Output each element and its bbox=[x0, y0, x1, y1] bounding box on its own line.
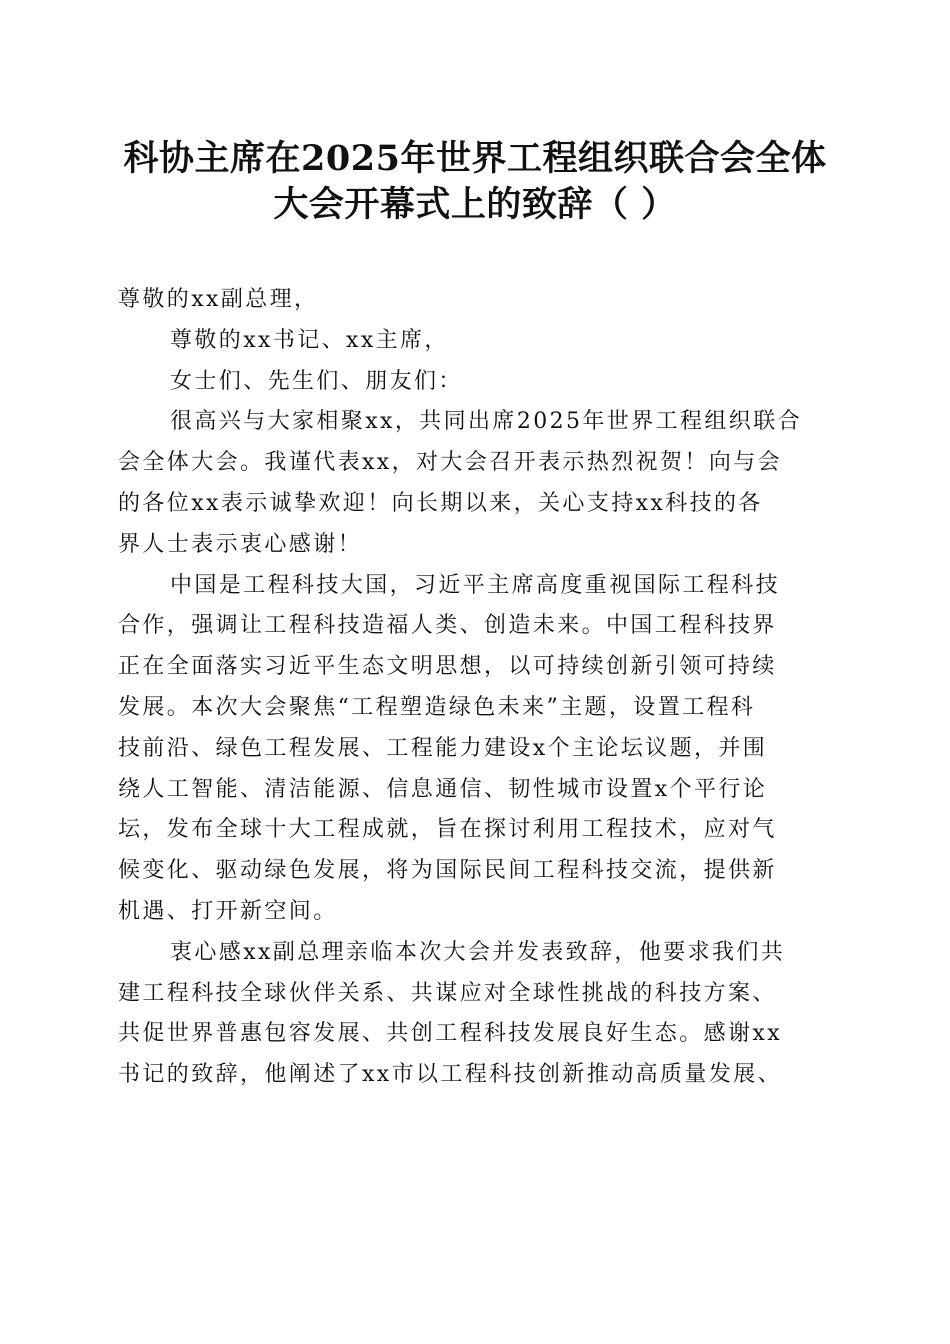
paragraph-line: 书记的致辞，他阐述了xx市以工程科技创新推动高质量发展、 bbox=[118, 1062, 783, 1088]
paragraph-line: 的各位xx表示诚挚欢迎！向长期以来，关心支持xx科技的各 bbox=[118, 490, 763, 516]
paragraph-line: 正在全面落实习近平生态文明思想，以可持续创新引领可持续 bbox=[118, 654, 777, 680]
document-title bbox=[110, 136, 840, 228]
document-body bbox=[118, 280, 830, 1096]
paragraph-line: 绕人工智能、清洁能源、信息通信、韧性城市设置x个平行论 bbox=[118, 776, 768, 802]
paragraph-line: 合作，强调让工程科技造福人类、创造未来。中国工程科技界 bbox=[118, 613, 777, 639]
paragraph-line: 发展。本次大会聚焦“工程塑造绿色未来”主题，设置工程科 bbox=[118, 694, 756, 720]
paragraph-line: 机遇、打开新空间。 bbox=[118, 898, 338, 924]
paragraph-line: 候变化、驱动绿色发展，将为国际民间工程科技交流，提供新 bbox=[118, 858, 777, 884]
paragraph-line: 共促世界普惠包容发展、共创工程科技发展良好生态。感谢xx bbox=[118, 1021, 783, 1047]
paragraph-line: 会全体大会。我谨代表xx，对大会召开表示热烈祝贺！向与会 bbox=[118, 450, 783, 476]
paragraph-line: 建工程科技全球伙伴关系、共谋应对全球性挑战的科技方案、 bbox=[118, 980, 777, 1006]
salutation-line: 尊敬的xx书记、xx主席， bbox=[170, 327, 449, 353]
paragraph-line: 技前沿、绿色工程发展、工程能力建设x个主论坛议题，并围 bbox=[118, 735, 768, 761]
salutation-line: 尊敬的xx副总理， bbox=[118, 287, 319, 312]
title-line: 科协主席在2025年世界工程组织联合会全体 bbox=[123, 138, 827, 179]
title-line: 大会开幕式上的致辞（ ） bbox=[273, 184, 677, 225]
paragraph-line: 很高兴与大家相聚xx，共同出席2025年世界工程组织联合 bbox=[170, 409, 803, 435]
paragraph-line: 中国是工程科技大国，习近平主席高度重视国际工程科技 bbox=[170, 572, 781, 598]
paragraph-line: 衷心感xx副总理亲临本次大会并发表致辞，他要求我们共 bbox=[170, 939, 786, 965]
paragraph-line: 坛，发布全球十大工程成就，旨在探讨利用工程技术，应对气 bbox=[118, 817, 777, 843]
paragraph-line: 界人士表示衷心感谢！ bbox=[118, 531, 363, 557]
salutation-line: 女士们、先生们、朋友们： bbox=[170, 368, 463, 394]
